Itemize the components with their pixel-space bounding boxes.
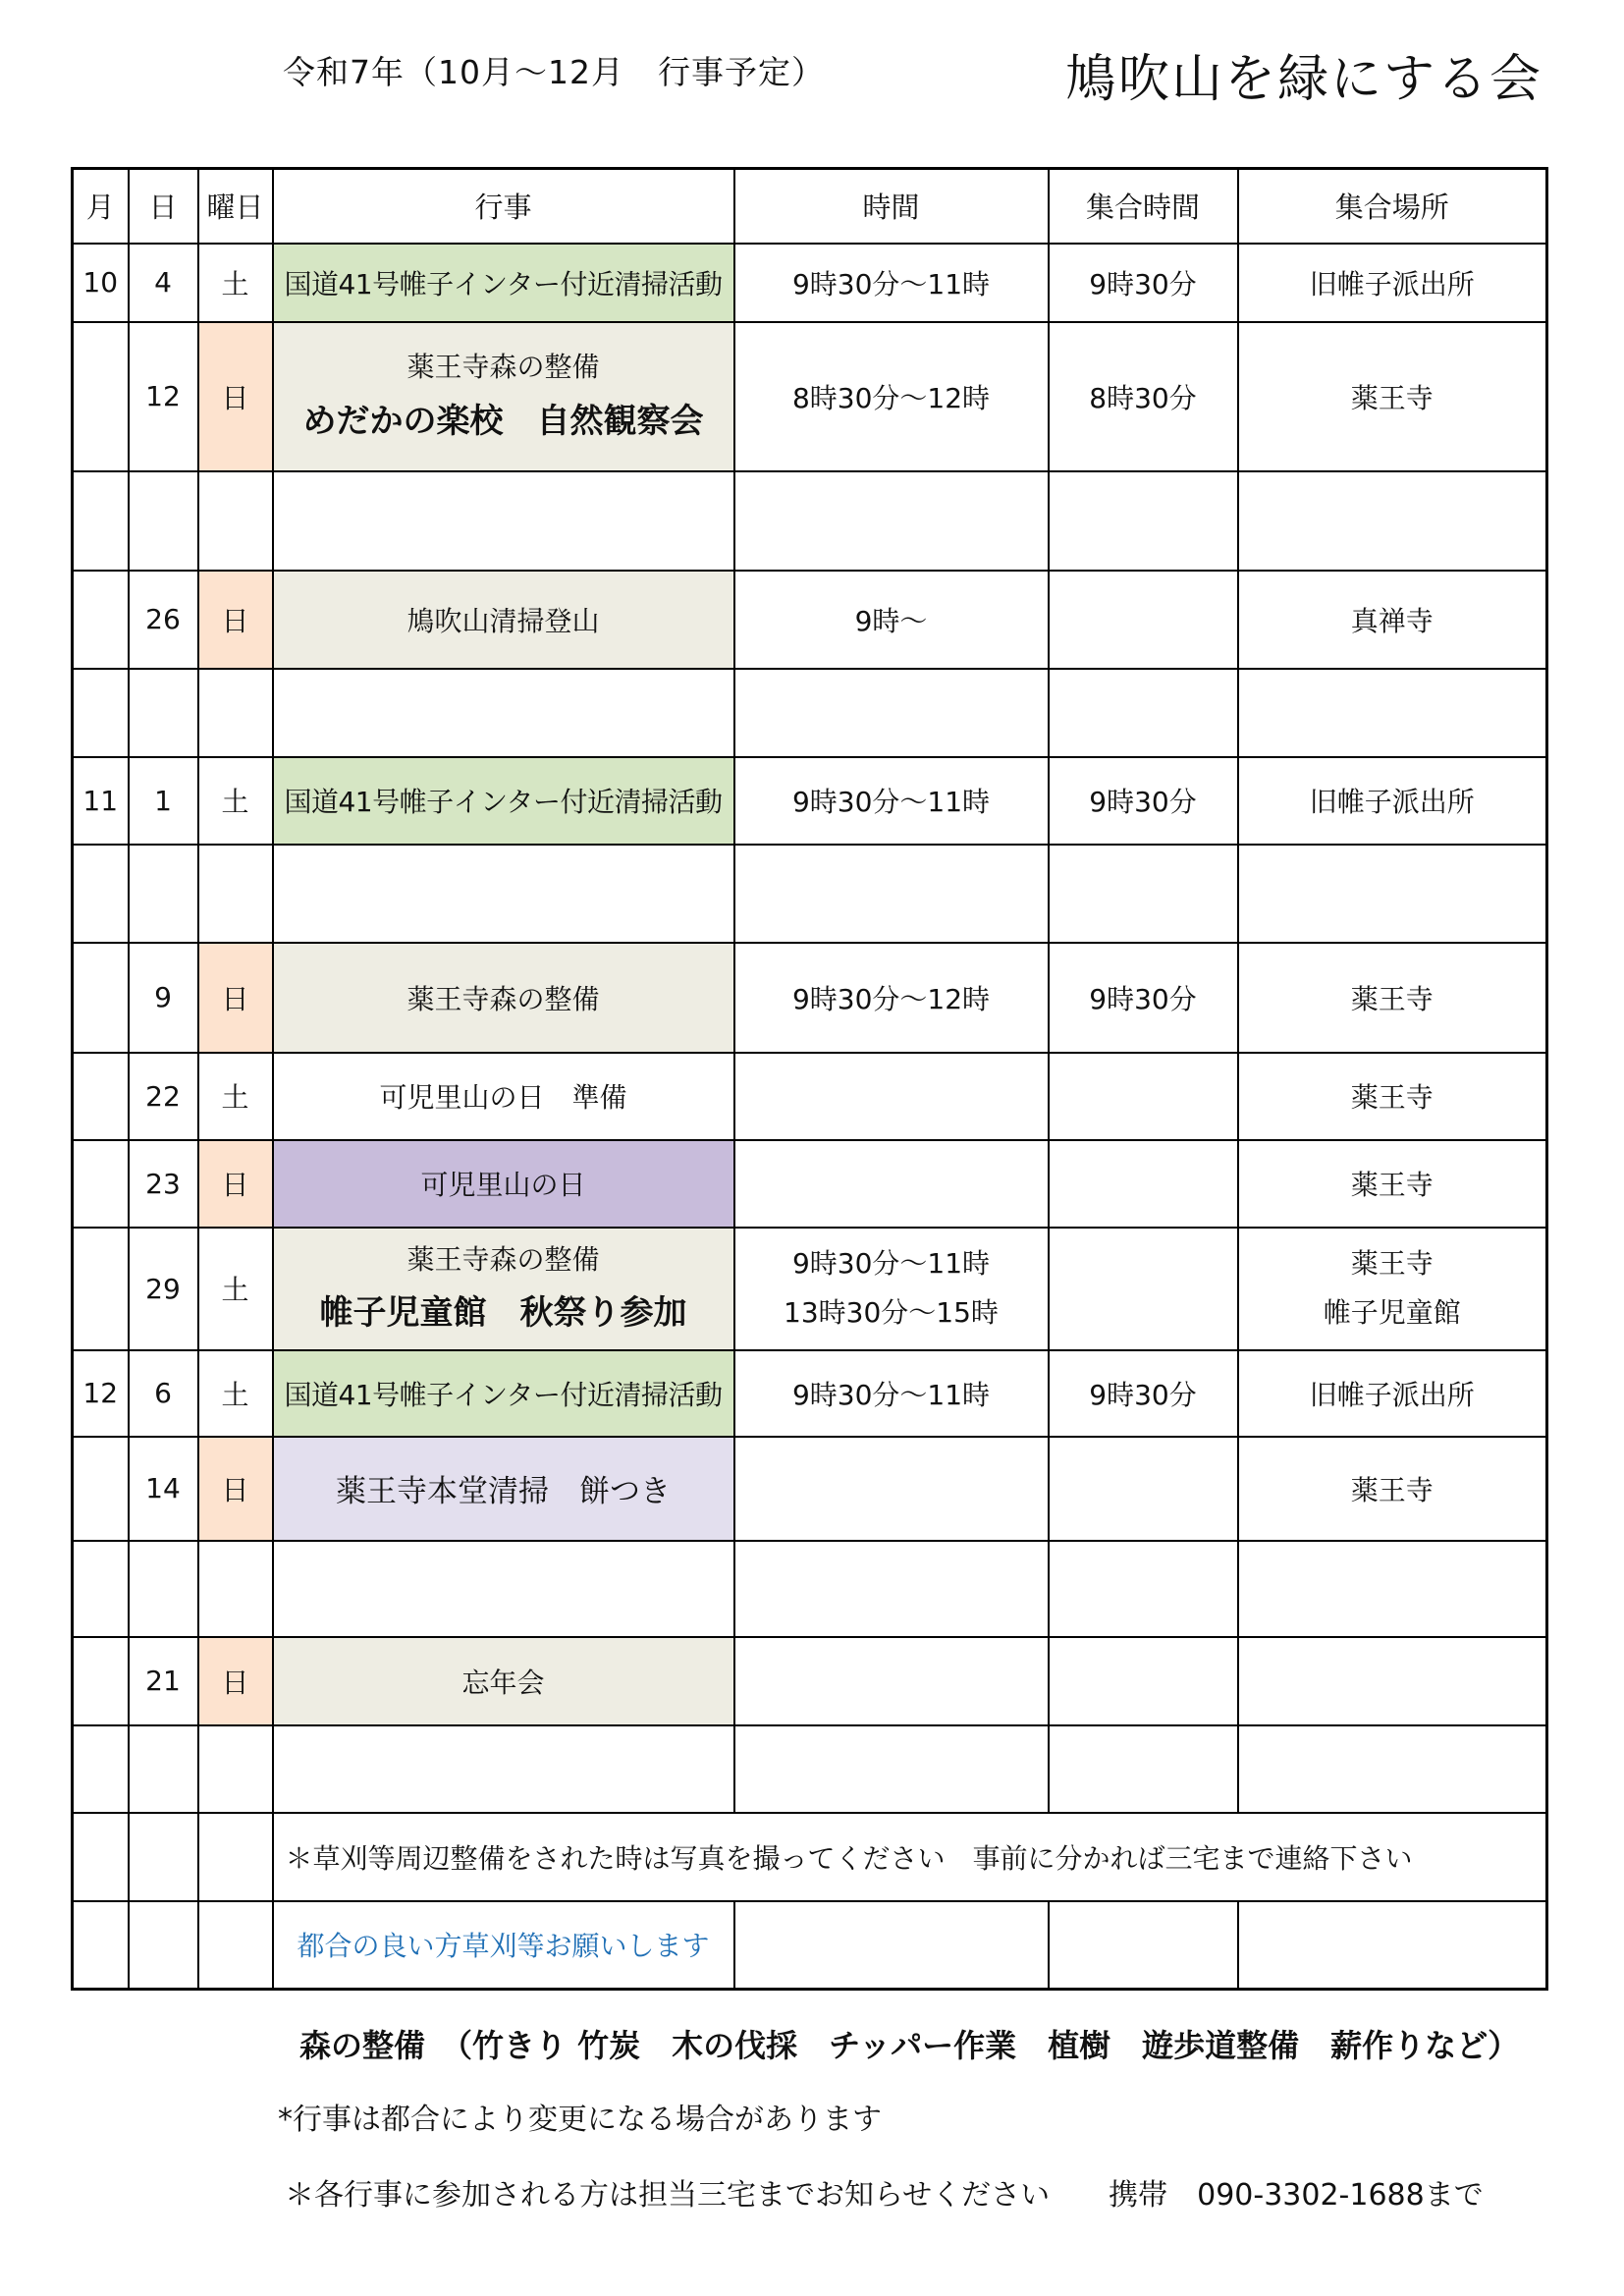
cell-weekday: 日 [198, 322, 273, 471]
cell-gather-place [1238, 1901, 1547, 1990]
cell-gather-time [1049, 669, 1238, 757]
cell-event: 薬王寺森の整備 [273, 943, 734, 1053]
cell-weekday: 日 [198, 1437, 273, 1541]
cell-time [734, 1637, 1049, 1725]
table-row [73, 1725, 1547, 1813]
cell-month [73, 1813, 129, 1901]
cell-weekday: 土 [198, 757, 273, 845]
place-line: 帷子児童館 [1323, 1296, 1461, 1329]
cell-gather-place [1238, 1637, 1547, 1725]
cell-month [73, 471, 129, 571]
cell-event: 鳩吹山清掃登山 [273, 571, 734, 669]
cell-weekday: 日 [198, 571, 273, 669]
cell-gather-time [1049, 1901, 1238, 1990]
table-row [73, 1437, 1547, 1541]
cell-time [734, 1901, 1049, 1990]
cell-gather-place: 旧帷子派出所 [1238, 244, 1547, 322]
time-line: 13時30分～15時 [784, 1296, 999, 1329]
cell-weekday: 日 [198, 943, 273, 1053]
cell-gather-time [1049, 1725, 1238, 1813]
photo-request-note: ＊草刈等周辺整備をされた時は写真を撮ってください 事前に分かれば三宅まで連絡下さい [273, 1813, 1547, 1901]
contact-phone: 携帯 090-3302-1688まで [1109, 2178, 1484, 2213]
cell-day: 12 [129, 322, 198, 471]
cell-day: 23 [129, 1140, 198, 1228]
event-line: 帷子児童館 秋祭り参加 [319, 1293, 687, 1334]
cell-event [273, 1228, 734, 1350]
cell-month: 10 [73, 244, 129, 322]
cell-gather-place: 薬王寺 [1238, 322, 1547, 471]
cell-event: 国道41号帷子インター付近清掃活動 [273, 757, 734, 845]
table-row [73, 943, 1547, 1053]
table-row [73, 845, 1547, 943]
cell-gather-time [1049, 471, 1238, 571]
cell-gather-place [1238, 1725, 1547, 1813]
cell-gather-time [1049, 1437, 1238, 1541]
cell-weekday [198, 1813, 273, 1901]
organization-name: 鳩吹山を緑にする会 [1065, 50, 1543, 109]
header-gather-time: 集合時間 [1049, 169, 1238, 244]
cell-weekday: 日 [198, 1637, 273, 1725]
header-time: 時間 [734, 169, 1049, 244]
cell-day: 21 [129, 1637, 198, 1725]
cell-weekday [198, 1541, 273, 1637]
cell-day [129, 471, 198, 571]
cell-weekday [198, 1725, 273, 1813]
cell-gather-time [1049, 845, 1238, 943]
header-month: 月 [73, 169, 129, 244]
cell-event: 忘年会 [273, 1637, 734, 1725]
schedule-table [71, 167, 1548, 1991]
cell-gather-time [1049, 1637, 1238, 1725]
cell-month [73, 1437, 129, 1541]
contact-notice [285, 2170, 1484, 2214]
cell-time [734, 1140, 1049, 1228]
table-row [73, 1228, 1547, 1350]
cell-time [734, 845, 1049, 943]
cell-day: 9 [129, 943, 198, 1053]
cell-gather-time: 9時30分 [1049, 757, 1238, 845]
cell-month [73, 571, 129, 669]
header-gather-place: 集合場所 [1238, 169, 1547, 244]
header-weekday: 曜日 [198, 169, 273, 244]
forest-work-description: 森の整備 （竹きり 竹炭 木の伐採 チッパー作業 植樹 遊歩道整備 薪作りなど） [299, 2027, 1520, 2064]
cell-gather-time: 8時30分 [1049, 322, 1238, 471]
cell-day: 6 [129, 1350, 198, 1437]
cell-gather-place: 旧帷子派出所 [1238, 1350, 1547, 1437]
cell-weekday [198, 471, 273, 571]
cell-day: 29 [129, 1228, 198, 1350]
header-event: 行事 [273, 169, 734, 244]
cell-month: 12 [73, 1350, 129, 1437]
cell-gather-time [1049, 571, 1238, 669]
table-row [73, 571, 1547, 669]
contact-notice-text: ＊各行事に参加される方は担当三宅までお知らせください [285, 2178, 1051, 2213]
cell-gather-place: 旧帷子派出所 [1238, 757, 1547, 845]
cell-day [129, 1813, 198, 1901]
cell-day [129, 1541, 198, 1637]
cell-month [73, 1228, 129, 1350]
cell-month [73, 669, 129, 757]
table-row [73, 471, 1547, 571]
schedule-title: 令和7年（10月～12月 行事予定） [283, 53, 825, 91]
cell-event [273, 669, 734, 757]
cell-gather-place [1238, 669, 1547, 757]
cell-gather-place [1238, 845, 1547, 943]
cell-month [73, 322, 129, 471]
cell-day: 26 [129, 571, 198, 669]
cell-time [734, 669, 1049, 757]
table-row [73, 1350, 1547, 1437]
cell-day [129, 845, 198, 943]
cell-time [734, 1228, 1049, 1350]
cell-gather-time [1049, 1140, 1238, 1228]
place-line: 薬王寺 [1350, 1246, 1434, 1280]
cell-time [734, 1541, 1049, 1637]
mowing-request: 都合の良い方草刈等お願いします [273, 1901, 734, 1990]
cell-event: 国道41号帷子インター付近清掃活動 [273, 1350, 734, 1437]
cell-month [73, 1541, 129, 1637]
cell-gather-place [1238, 1541, 1547, 1637]
change-notice: *行事は都合により変更になる場合があります [278, 2103, 882, 2137]
event-line: めだかの楽校 自然観察会 [302, 401, 704, 441]
cell-event [273, 845, 734, 943]
cell-gather-place: 薬王寺 [1238, 1053, 1547, 1140]
cell-gather-time: 9時30分 [1049, 943, 1238, 1053]
cell-gather-place [1238, 471, 1547, 571]
cell-gather-time [1049, 1541, 1238, 1637]
cell-weekday: 土 [198, 244, 273, 322]
cell-event: 可児里山の日 準備 [273, 1053, 734, 1140]
table-row [73, 1637, 1547, 1725]
cell-month [73, 1140, 129, 1228]
cell-weekday [198, 845, 273, 943]
event-line: 薬王寺森の整備 [406, 351, 600, 384]
cell-month [73, 1725, 129, 1813]
table-row [73, 1901, 1547, 1990]
cell-day [129, 669, 198, 757]
table-row [73, 1140, 1547, 1228]
cell-day: 14 [129, 1437, 198, 1541]
cell-time [734, 1053, 1049, 1140]
cell-day: 22 [129, 1053, 198, 1140]
cell-weekday: 土 [198, 1228, 273, 1350]
table-row [73, 1541, 1547, 1637]
cell-gather-place: 薬王寺 [1238, 943, 1547, 1053]
cell-month [73, 943, 129, 1053]
header-day: 日 [129, 169, 198, 244]
cell-weekday: 土 [198, 1053, 273, 1140]
cell-event [273, 1725, 734, 1813]
table-row [73, 669, 1547, 757]
cell-gather-time: 9時30分 [1049, 244, 1238, 322]
table-row [73, 322, 1547, 471]
cell-time: 9時～ [734, 571, 1049, 669]
cell-weekday: 日 [198, 1140, 273, 1228]
cell-event: 可児里山の日 [273, 1140, 734, 1228]
cell-gather-place [1238, 1228, 1547, 1350]
cell-time: 9時30分～11時 [734, 1350, 1049, 1437]
cell-gather-place: 真禅寺 [1238, 571, 1547, 669]
cell-time [734, 1725, 1049, 1813]
cell-event: 薬王寺本堂清掃 餅つき [273, 1437, 734, 1541]
cell-month: 11 [73, 757, 129, 845]
cell-day [129, 1725, 198, 1813]
cell-day [129, 1901, 198, 1990]
cell-month [73, 845, 129, 943]
cell-month [73, 1637, 129, 1725]
time-line: 9時30分～11時 [791, 1246, 991, 1280]
cell-weekday [198, 669, 273, 757]
cell-gather-time [1049, 1228, 1238, 1350]
cell-gather-time: 9時30分 [1049, 1350, 1238, 1437]
cell-month [73, 1053, 129, 1140]
cell-day: 4 [129, 244, 198, 322]
cell-event [273, 471, 734, 571]
table-row [73, 1813, 1547, 1901]
cell-gather-place: 薬王寺 [1238, 1437, 1547, 1541]
table-row [73, 244, 1547, 322]
cell-time: 8時30分～12時 [734, 322, 1049, 471]
table-header-row [73, 169, 1547, 244]
cell-event: 国道41号帷子インター付近清掃活動 [273, 244, 734, 322]
cell-time [734, 471, 1049, 571]
cell-weekday: 土 [198, 1350, 273, 1437]
cell-time: 9時30分～11時 [734, 757, 1049, 845]
cell-event [273, 1541, 734, 1637]
table-row [73, 757, 1547, 845]
event-line: 薬王寺森の整備 [406, 1242, 600, 1276]
cell-weekday [198, 1901, 273, 1990]
cell-time [734, 1437, 1049, 1541]
cell-time: 9時30分～11時 [734, 244, 1049, 322]
cell-day: 1 [129, 757, 198, 845]
cell-gather-place: 薬王寺 [1238, 1140, 1547, 1228]
cell-gather-time [1049, 1053, 1238, 1140]
cell-month [73, 1901, 129, 1990]
cell-time: 9時30分～12時 [734, 943, 1049, 1053]
table-row [73, 1053, 1547, 1140]
cell-event [273, 322, 734, 471]
